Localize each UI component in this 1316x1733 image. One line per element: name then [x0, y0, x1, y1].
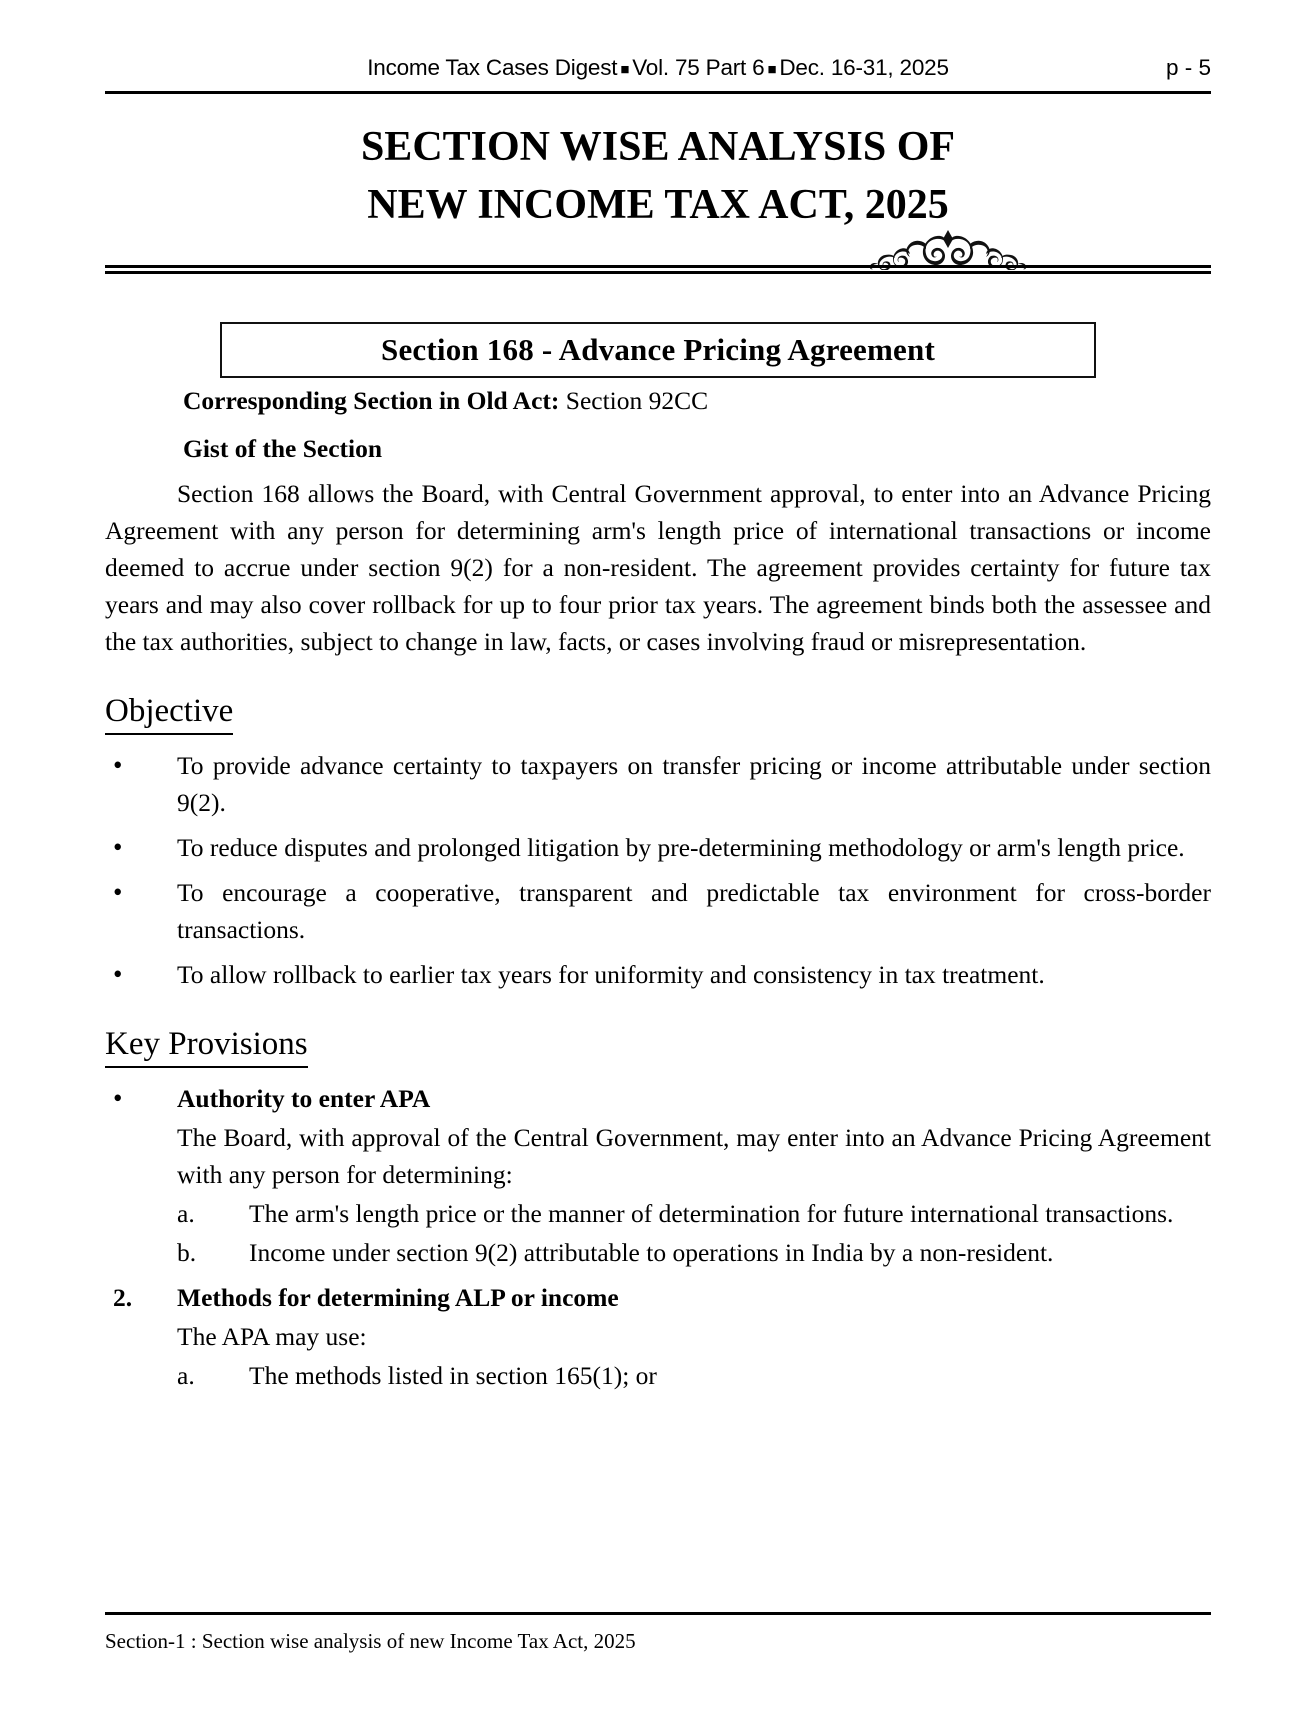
running-head-center: [367, 55, 949, 81]
section-heading-box: [220, 322, 1096, 378]
page-title-line2: NEW INCOME TAX ACT, 2025: [367, 182, 949, 228]
list-item: [105, 829, 1211, 866]
list-item-text: To allow rollback to earlier tax years for uniformity and consistency in tax treatment.: [177, 960, 1045, 989]
key-provision-body: The Board, with approval of the Central Government, may enter into an Advance Pricing Agreement with any person for determining:: [177, 1123, 1211, 1189]
bullet-icon: •: [113, 750, 123, 780]
page-title: [105, 118, 1211, 234]
list-item: [105, 874, 1211, 948]
key-provision-item: [105, 1080, 1211, 1271]
footer-rule: [105, 1612, 1211, 1615]
bullet-icon: •: [113, 832, 123, 862]
key-provision-title: Methods for determining ALP or income: [177, 1283, 619, 1312]
running-head-date: Dec. 16-31, 2025: [779, 55, 949, 80]
bullet-icon: •: [113, 877, 123, 907]
key-provision-title: Authority to enter APA: [177, 1084, 431, 1113]
ordered-list-marker: 2.: [113, 1283, 133, 1312]
bullet-icon: •: [113, 959, 123, 989]
list-item-text: To provide advance certainty to taxpayers on transfer pricing or income attributable under section 9(2).: [177, 751, 1211, 817]
gist-heading: Gist of the Section: [183, 434, 383, 463]
key-provision-item: [105, 1279, 1211, 1394]
corresponding-section-label: Corresponding Section in Old Act:: [183, 386, 560, 415]
key-provision-title-row: [105, 1279, 1211, 1316]
square-bullet-icon-2: ■: [767, 61, 777, 78]
running-head: [105, 55, 1211, 89]
sub-list-marker: a.: [177, 1199, 195, 1228]
page-title-line1: SECTION WISE ANALYSIS OF: [360, 124, 956, 170]
sub-list-marker: a.: [177, 1361, 195, 1390]
sub-list-item: [177, 1234, 1211, 1271]
sub-list-text: Income under section 9(2) attributable to operations in India by a non-resident.: [249, 1238, 1054, 1267]
page-marker: p - 5: [1165, 55, 1211, 80]
corresponding-section-line: [183, 382, 1211, 419]
running-head-journal: Income Tax Cases Digest: [367, 55, 618, 80]
sub-list-text: The arm's length price or the manner of determination for future international transactions.: [249, 1199, 1174, 1228]
list-item: [105, 956, 1211, 993]
square-bullet-icon: ■: [620, 61, 630, 78]
key-provisions-section: [105, 1009, 1211, 1394]
running-head-volume: Vol. 75 Part 6: [632, 55, 765, 80]
header-rule: [105, 91, 1211, 94]
sub-list-item: [177, 1357, 1211, 1394]
key-provision-title-row: [105, 1080, 1211, 1117]
gist-paragraph: Section 168 allows the Board, with Central Government approval, to enter into an Advance Pricing Agreement with any person for determining arm's length price of international transactions or income deemed to accrue under section 9(2) for a non-resident. The agreement provides certainty for future tax years and may also cover rollback for up to four prior tax years. The agreement binds both the assessee and the tax authorities, subject to change in law, facts, or cases involving fraud or misrepresentation.: [105, 479, 1211, 656]
objective-section: [105, 676, 1211, 993]
list-item-text: To encourage a cooperative, transparent and predictable tax environment for cross-border transactions.: [177, 878, 1211, 944]
document-body: [105, 382, 1211, 1394]
bullet-icon: •: [113, 1083, 123, 1113]
footer-text: Section-1 : Section wise analysis of new Income Tax Act, 2025: [105, 1629, 636, 1653]
sub-list-text: The methods listed in section 165(1); or: [249, 1361, 657, 1390]
section-heading-text: Section 168 - Advance Pricing Agreement: [381, 332, 935, 367]
key-provision-body: The APA may use:: [177, 1322, 367, 1351]
corresponding-section-value: Section 92CC: [559, 386, 709, 415]
double-rule-divider: [105, 265, 1211, 274]
objective-heading: Objective: [105, 690, 233, 735]
list-item-text: To reduce disputes and prolonged litigation by pre-determining methodology or arm's length price.: [177, 833, 1185, 862]
sub-list-item: [177, 1195, 1211, 1232]
key-provisions-list: [105, 1080, 1211, 1394]
list-item: [105, 747, 1211, 821]
key-provisions-heading: Key Provisions: [105, 1023, 308, 1068]
ornament-flourish-icon: [848, 228, 1048, 270]
sub-list-marker: b.: [177, 1238, 197, 1267]
objective-list: [105, 747, 1211, 993]
